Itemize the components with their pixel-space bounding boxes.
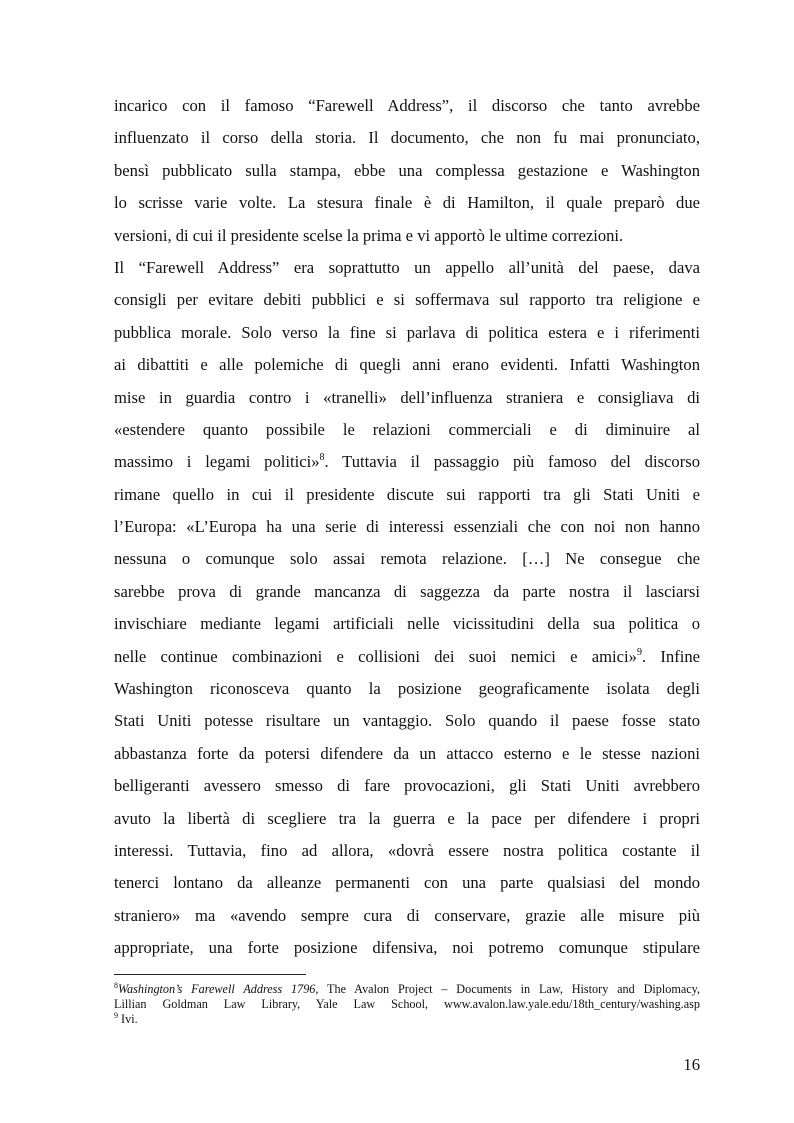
text-line-3: bensì pubblicato sulla stampa, ebbe una complessa gestazione e Washington (114, 160, 700, 180)
text-line-12 (114, 446, 700, 478)
text-line-24: interessi. Tuttavia, fino ad allora, «dovrà essere nostra politica costante il (114, 840, 700, 860)
footnote-marker-9: 9 (114, 1011, 118, 1020)
body-text (114, 90, 700, 965)
text-line-15: nessuna o comunque solo assai remota relazione. […] Ne consegue che (114, 549, 700, 569)
footnote-ref-8: 8 (319, 452, 325, 464)
text-line-19: Washington riconosceva quanto la posizione geograficamente isolata degli (114, 679, 700, 699)
footnote-text: , The Avalon Project – Documents in Law, History and Diplomacy, (315, 982, 700, 996)
text-span: massimo i legami politici» (114, 452, 320, 472)
text-line-27: appropriate, una forte posizione difensiva, noi potremo comunque stipulare (114, 938, 700, 958)
text-line-10: mise in guardia contro i «tranelli» dell’influenza straniera e consigliava di (114, 387, 700, 407)
text-line-16: sarebbe prova di grande mancanza di saggezza da parte nostra il lasciarsi (114, 581, 700, 601)
text-line-14: l’Europa: «L’Europa ha una serie di interessi essenziali che con noi non hanno (114, 517, 700, 537)
footnote-text: Ivi. (118, 1012, 138, 1026)
text-line-18 (114, 641, 700, 673)
footnote-marker-8: 8 (114, 981, 118, 990)
footnote-ref-9: 9 (636, 646, 642, 658)
text-line-11: «estendere quanto possibile le relazioni commerciali e di diminuire al (114, 419, 700, 439)
text-line-7: consigli per evitare debiti pubblici e si soffermava sul rapporto tra religione e (114, 290, 700, 310)
text-line-8: pubblica morale. Solo verso la fine si parlava di politica estera e i riferimenti (114, 322, 700, 342)
page-number: 16 (683, 1055, 700, 1074)
text-line-4: lo scrisse varie volte. La stesura finale è di Hamilton, il quale preparò due (114, 193, 700, 213)
text-line-26: straniero» ma «avendo sempre cura di conservare, grazie alle misure più (114, 905, 700, 925)
text-span: . Infine (641, 646, 701, 666)
text-line-21: abbastanza forte da potersi difendere da un attacco esterno e le stesse nazioni (114, 743, 700, 763)
footnote-8-line-1 (114, 982, 700, 997)
footnote-source-title: Washington’s Farewell Address 1796 (118, 982, 316, 996)
footnote-8-line-2: Lillian Goldman Law Library, Yale Law School, www.avalon.law.yale.edu/18th_century/washing.asp (114, 997, 700, 1011)
text-line-5: versioni, di cui il presidente scelse la prima e vi apportò le ultime correzioni. (114, 225, 624, 245)
text-line-23: avuto la libertà di scegliere tra la guerra e la pace per difendere i propri (114, 808, 700, 828)
text-span: . Tuttavia il passaggio più famoso del discorso (324, 452, 700, 472)
text-line-13: rimane quello in cui il presidente discute sui rapporti tra gli Stati Uniti e (114, 484, 700, 504)
text-line-22: belligeranti avessero smesso di fare provocazioni, gli Stati Uniti avrebbero (114, 776, 700, 796)
footnote-9 (114, 1012, 700, 1027)
text-span: nelle continue combinazioni e collisioni dei suoi nemici e amici» (114, 646, 637, 666)
text-line-20: Stati Uniti potesse risultare un vantaggio. Solo quando il paese fosse stato (114, 711, 700, 731)
text-line-9: ai dibattiti e alle polemiche di quegli anni erano evidenti. Infatti Washington (114, 355, 700, 375)
text-line-25: tenerci lontano da alleanze permanenti con una parte qualsiasi del mondo (114, 873, 700, 893)
text-line-17: invischiare mediante legami artificiali nelle vicissitudini della sua politica o (114, 614, 700, 634)
text-line-1: incarico con il famoso “Farewell Address”, il discorso che tanto avrebbe (114, 96, 700, 115)
footnotes (114, 982, 700, 1027)
text-line-6: Il “Farewell Address” era soprattutto un appello all’unità del paese, dava (114, 257, 700, 277)
text-line-2: influenzato il corso della storia. Il documento, che non fu mai pronunciato, (114, 128, 700, 148)
footnote-separator (114, 974, 306, 975)
